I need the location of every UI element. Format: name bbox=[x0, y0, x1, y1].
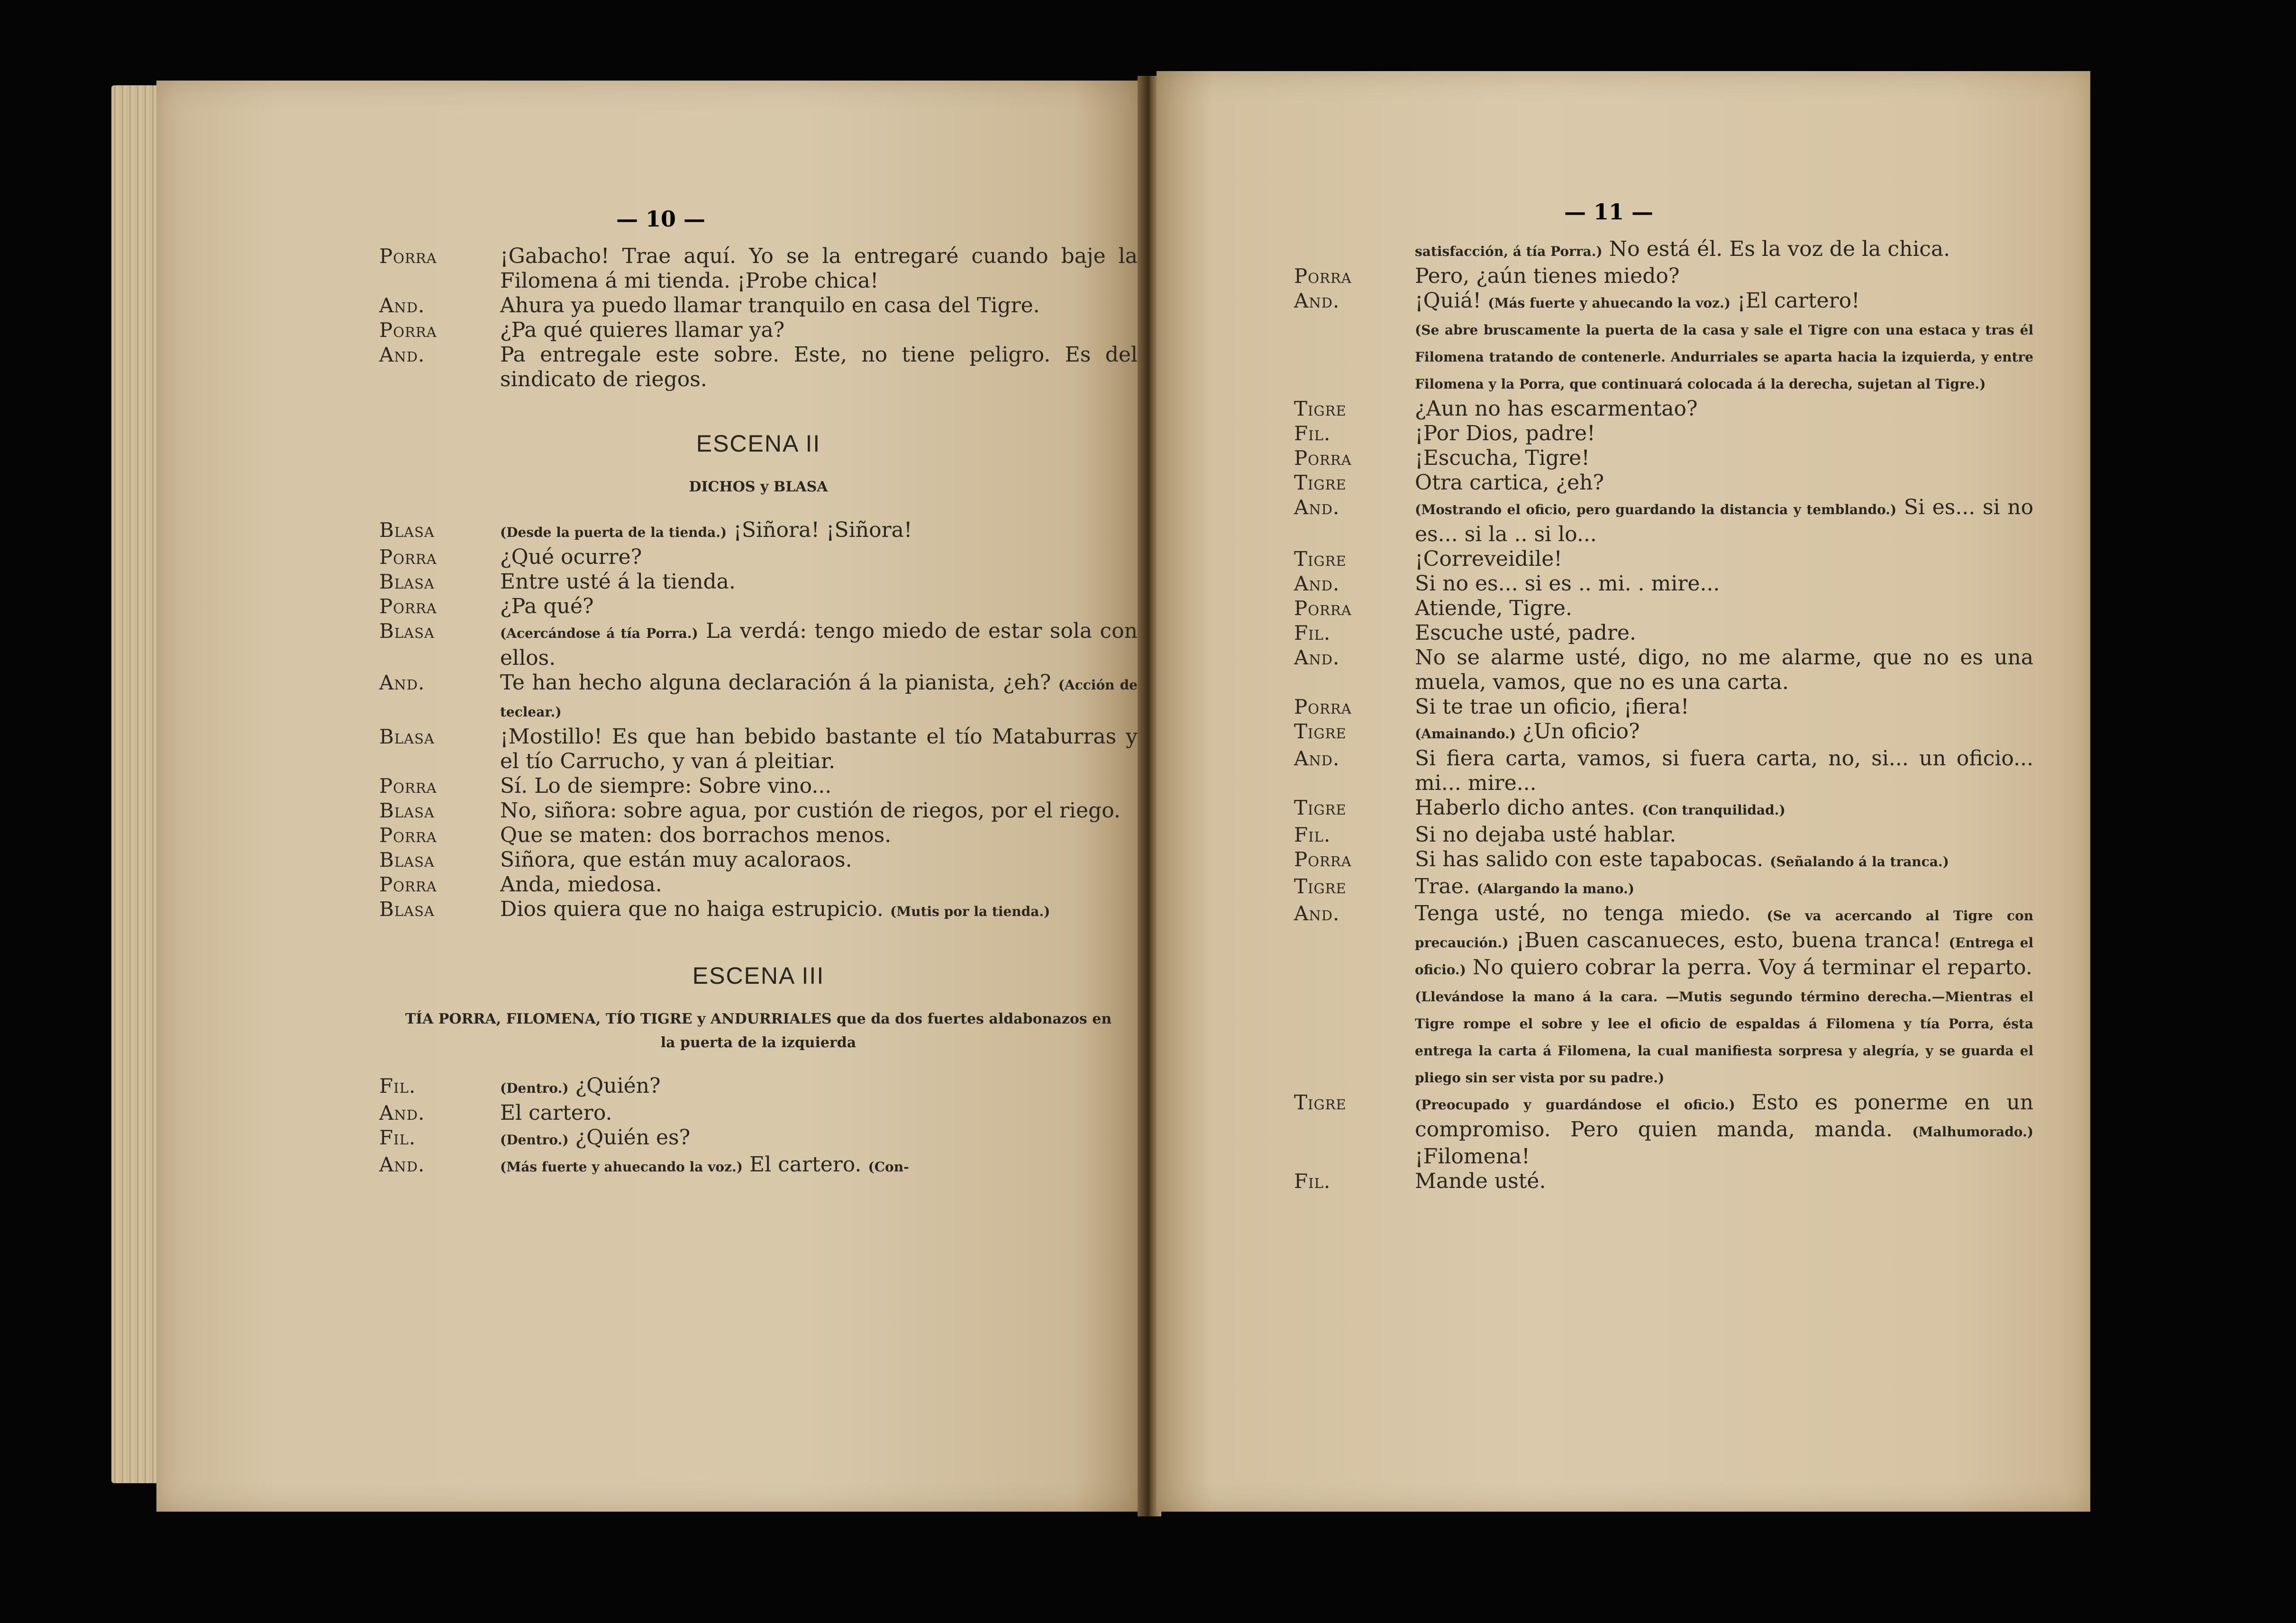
spoken-text: No está él. Es la voz de la chica. bbox=[1602, 237, 1950, 261]
dialogue-line bbox=[1294, 571, 2033, 596]
line-text bbox=[500, 619, 1138, 671]
speaker-name: And. bbox=[1294, 496, 1340, 519]
dialogue-line bbox=[1294, 289, 2033, 316]
spoken-text: ¡Siñora! ¡Siñora! bbox=[727, 518, 912, 542]
speaker-name: Tigre bbox=[1294, 471, 1347, 494]
speaker-name: Porra bbox=[1294, 848, 1352, 871]
dialogue-line bbox=[1294, 847, 2033, 874]
dialogue-line bbox=[1294, 596, 2033, 621]
dialogue-line bbox=[1294, 421, 2033, 446]
stage-direction: (Amainando.) bbox=[1415, 726, 1516, 742]
spoken-text: ¡Por Dios, padre! bbox=[1415, 421, 1595, 445]
dialogue-line bbox=[1294, 823, 2033, 847]
line-text bbox=[1415, 746, 2033, 796]
scene-2-title: ESCENA II bbox=[696, 430, 821, 457]
spoken-text: Ahura ya puedo llamar tranquilo en casa del Tigre. bbox=[500, 293, 1040, 317]
spoken-text: ¡Correveidile! bbox=[1415, 547, 1562, 571]
dialogue-line bbox=[379, 1101, 1138, 1125]
spoken-text: Si te trae un oficio, ¡fiera! bbox=[1415, 695, 1689, 719]
line-text bbox=[500, 293, 1138, 318]
stage-direction: (Llevándose la mano á la cara. —Mutis segundo término derecha.—Mientras el Tigre rompe el sobre y lee el oficio de espaldas á Filomena y tía Porra, ésta entrega la carta á Filomena, la cual manifiesta sorpresa y alegría, y se guarda el pliego sin ser vista por su padre.) bbox=[1415, 989, 2033, 1086]
speaker-name: Porra bbox=[379, 245, 437, 268]
stage-direction: (Desde la puerta de la tienda.) bbox=[500, 525, 727, 540]
spoken-text: Otra cartica, ¿eh? bbox=[1415, 471, 1604, 495]
spoken-text: Siñora, que están muy acaloraos. bbox=[500, 848, 852, 872]
dialogue-block-right bbox=[1294, 237, 2033, 1194]
speaker-name: Porra bbox=[379, 595, 437, 618]
spoken-text: Haberlo dicho antes. bbox=[1415, 796, 1642, 820]
dialogue-line bbox=[1294, 495, 2033, 547]
dialogue-line bbox=[1294, 746, 2033, 796]
line-text bbox=[1415, 796, 2033, 823]
speaker-name: Tigre bbox=[1294, 720, 1347, 743]
left-page-text bbox=[379, 244, 1138, 1179]
speaker-name: Fil. bbox=[1294, 823, 1331, 846]
page-number-right: — 11 — bbox=[1564, 199, 1654, 225]
speaker-name: Porra bbox=[379, 873, 437, 896]
dialogue-block-b bbox=[379, 518, 1138, 924]
line-text bbox=[1415, 421, 2033, 446]
spoken-text: Si has salido con este tapabocas. bbox=[1415, 847, 1770, 871]
line-text bbox=[500, 1152, 1138, 1179]
speaker-name: And. bbox=[379, 343, 425, 366]
line-text bbox=[1415, 1090, 2033, 1169]
spoken-text: Si no es... si es .. mi. . mire... bbox=[1415, 571, 1720, 596]
speaker-name: Porra bbox=[1294, 597, 1352, 620]
dialogue-line bbox=[379, 1152, 1138, 1179]
spoken-text: El cartero. bbox=[742, 1152, 868, 1177]
spoken-text: No se alarme usté, digo, no me alarme, que no es una muela, vamos, que no es una carta. bbox=[1415, 645, 2033, 694]
scene-3-title: ESCENA III bbox=[692, 962, 825, 989]
stage-direction: (Se abre bruscamente la puerta de la casa y sale el Tigre con una estaca y tras él Filomena tratando de contenerle. Andurriales se aparta hacia la izquierda, y entre Filomena y la Porra, que continuará colocada á la derecha, sujetan al Tigre.) bbox=[1415, 322, 2033, 392]
spoken-text: ¿Aun no has escarmentao? bbox=[1415, 397, 1698, 421]
spoken-text: Sí. Lo de siempre: Sobre vino... bbox=[500, 774, 832, 798]
page-number-left: — 10 — bbox=[616, 206, 706, 232]
line-text bbox=[500, 725, 1138, 774]
dialogue-line bbox=[1294, 645, 2033, 695]
line-text bbox=[500, 1074, 1138, 1101]
dialogue-block-a bbox=[379, 244, 1138, 392]
spoken-text: Atiende, Tigre. bbox=[1415, 596, 1572, 620]
line-text bbox=[500, 774, 1138, 798]
spoken-text: Te han hecho alguna declaración á la pianista, ¿eh? bbox=[500, 671, 1058, 695]
line-text bbox=[1415, 495, 2033, 547]
spoken-text: El cartero. bbox=[500, 1101, 612, 1125]
stage-direction: satisfacción, á tía Porra.) bbox=[1415, 244, 1603, 259]
line-text bbox=[1415, 397, 2033, 421]
stage-direction: (Mutis por la tienda.) bbox=[890, 904, 1050, 919]
stage-direction: (Acercándose á tía Porra.) bbox=[500, 626, 698, 641]
dialogue-line bbox=[1294, 264, 2033, 289]
right-page bbox=[1157, 71, 2090, 1512]
speaker-name: Tigre bbox=[1294, 547, 1347, 571]
speaker-name: And. bbox=[379, 294, 425, 317]
speaker-name: Fil. bbox=[379, 1126, 416, 1149]
dialogue-line bbox=[379, 774, 1138, 798]
speaker-name: Blasa bbox=[379, 570, 435, 593]
dialogue-line bbox=[379, 1125, 1138, 1152]
dialogue-line bbox=[379, 293, 1138, 318]
dialogue-line bbox=[379, 725, 1138, 774]
line-text bbox=[500, 1101, 1138, 1125]
stage-direction: (Más fuerte y ahuecando la voz.) bbox=[500, 1159, 743, 1175]
speaker-name: And. bbox=[379, 1101, 425, 1124]
speaker-name: Tigre bbox=[1294, 397, 1347, 420]
dialogue-line bbox=[379, 1074, 1138, 1101]
line-text bbox=[1415, 471, 2033, 495]
line-text bbox=[500, 570, 1138, 594]
dialogue-line bbox=[379, 594, 1138, 619]
line-text bbox=[500, 872, 1138, 897]
speaker-name: Tigre bbox=[1294, 1091, 1347, 1114]
line-text bbox=[1415, 719, 2033, 746]
speaker-name: Porra bbox=[1294, 264, 1352, 288]
stage-direction: (Se va acercando al Tigre con precaución.) bbox=[1415, 908, 2033, 951]
dialogue-line bbox=[1294, 695, 2033, 719]
dialogue-line bbox=[379, 570, 1138, 594]
dialogue-line bbox=[379, 343, 1138, 392]
speaker-name: Fil. bbox=[379, 1074, 416, 1097]
dialogue-line bbox=[1294, 1169, 2033, 1194]
speaker-name: Blasa bbox=[379, 725, 435, 748]
speaker-name: Blasa bbox=[379, 799, 435, 822]
line-text bbox=[1415, 901, 2033, 982]
speaker-name: And. bbox=[1294, 572, 1340, 595]
spoken-text: Pero, ¿aún tienes miedo? bbox=[1415, 264, 1680, 288]
spoken-text: ¿Pa qué quieres llamar ya? bbox=[500, 318, 785, 342]
dialogue-block-c bbox=[379, 1074, 1138, 1179]
spoken-text: ¡Filomena! bbox=[1415, 1144, 1530, 1169]
line-text bbox=[500, 798, 1138, 823]
speaker-name: Blasa bbox=[379, 848, 435, 871]
dialogue-line bbox=[1294, 901, 2033, 982]
dialogue-line bbox=[379, 848, 1138, 872]
spoken-text: ¿Quién es? bbox=[568, 1125, 691, 1150]
dialogue-line bbox=[379, 897, 1138, 924]
dialogue-line bbox=[1294, 446, 2033, 471]
dialogue-line bbox=[1294, 471, 2033, 495]
line-text bbox=[500, 848, 1138, 872]
dialogue-line bbox=[1294, 397, 2033, 421]
stage-direction: (Malhumorado.) bbox=[1912, 1124, 2033, 1140]
dialogue-line bbox=[1294, 547, 2033, 571]
line-text bbox=[500, 671, 1138, 725]
spoken-text: ¡Mostillo! Es que han bebido bastante el tío Mataburras y el tío Carrucho, y van á pleitiar. bbox=[500, 725, 1138, 773]
line-text bbox=[1415, 316, 2033, 397]
line-text bbox=[1415, 695, 2033, 719]
spoken-text: Escuche usté, padre. bbox=[1415, 621, 1636, 645]
spoken-text: La verdá: tengo miedo de estar sola con ellos. bbox=[500, 619, 1138, 670]
speaker-name: Porra bbox=[1294, 695, 1352, 718]
spoken-text: ¡Escucha, Tigre! bbox=[1415, 446, 1590, 470]
dialogue-line bbox=[1294, 874, 2033, 901]
dialogue-line bbox=[379, 518, 1138, 545]
speaker-name: Fil. bbox=[1294, 621, 1331, 644]
line-text bbox=[1415, 446, 2033, 471]
line-text bbox=[500, 545, 1138, 570]
line-text bbox=[500, 244, 1138, 293]
dialogue-line bbox=[1294, 237, 2033, 264]
line-text bbox=[1415, 645, 2033, 695]
stage-direction: (Preocupado y guardándose el oficio.) bbox=[1415, 1097, 1735, 1113]
spoken-text: Pa entregale este sobre. Este, no tiene peligro. Es del sindicato de riegos. bbox=[500, 343, 1138, 391]
speaker-name: Blasa bbox=[379, 898, 435, 921]
page-edges bbox=[111, 85, 164, 1483]
line-text bbox=[1415, 596, 2033, 621]
speaker-name: And. bbox=[1294, 747, 1340, 770]
stage-direction: (Señalando á la tranca.) bbox=[1770, 854, 1949, 870]
spoken-text: Anda, miedosa. bbox=[500, 872, 662, 897]
spoken-text: ¡Buen cascanueces, esto, buena tranca! bbox=[1508, 928, 1949, 952]
stage-direction: (Con- bbox=[868, 1159, 909, 1175]
speaker-name: Porra bbox=[379, 774, 437, 798]
line-text bbox=[1415, 1169, 2033, 1194]
right-page-text bbox=[1294, 237, 2033, 1194]
speaker-name: Fil. bbox=[1294, 1170, 1331, 1193]
line-text bbox=[500, 518, 1138, 545]
speaker-name: Blasa bbox=[379, 518, 435, 542]
dialogue-line bbox=[379, 318, 1138, 343]
line-text bbox=[500, 823, 1138, 848]
stage-direction: (Mostrando el oficio, pero guardando la distancia y temblando.) bbox=[1415, 502, 1897, 517]
speaker-name: Porra bbox=[379, 824, 437, 847]
scene-2-cast: DICHOS y BLASA bbox=[689, 479, 828, 495]
line-text bbox=[1415, 982, 2033, 1090]
spoken-text: Entre usté á la tienda. bbox=[500, 570, 736, 594]
dialogue-line bbox=[379, 823, 1138, 848]
stage-direction: (Entrega el oficio.) bbox=[1415, 935, 2033, 978]
speaker-name: Tigre bbox=[1294, 875, 1347, 898]
speaker-name: Tigre bbox=[1294, 796, 1347, 819]
spoken-text: ¡Quiá! bbox=[1415, 289, 1488, 313]
dialogue-line bbox=[1294, 796, 2033, 823]
dialogue-line bbox=[1294, 1090, 2033, 1169]
speaker-name: And. bbox=[1294, 902, 1340, 925]
dialogue-line bbox=[379, 545, 1138, 570]
left-page bbox=[156, 81, 1142, 1512]
speaker-name: And. bbox=[379, 1153, 425, 1176]
spoken-text: Si fiera carta, vamos, si fuera carta, no, si... un oficio... mi... mire... bbox=[1415, 746, 2033, 795]
line-text bbox=[1415, 847, 2033, 874]
spoken-text: Trae. bbox=[1415, 874, 1477, 898]
spoken-text: ¿Un oficio? bbox=[1516, 719, 1640, 743]
line-text bbox=[1415, 823, 2033, 847]
scene-3-cast: TÍA PORRA, FILOMENA, TÍO TIGRE y ANDURRIALES que da dos fuertes aldabonazos en la puerta de la izquierda bbox=[405, 1011, 1112, 1051]
spoken-text: Si es... si no es... si la .. si lo... bbox=[1415, 495, 2033, 546]
line-text bbox=[1415, 264, 2033, 289]
spoken-text: Que se maten: dos borrachos menos. bbox=[500, 823, 892, 847]
stage-direction: (Con tranquilidad.) bbox=[1641, 802, 1786, 818]
spoken-text: No quiero cobrar la perra. Voy á terminar el reparto. bbox=[1466, 955, 2032, 979]
speaker-name: And. bbox=[1294, 646, 1340, 669]
stage-direction: (Dentro.) bbox=[500, 1132, 569, 1148]
dialogue-line bbox=[379, 244, 1138, 293]
line-text bbox=[1415, 621, 2033, 645]
speaker-name: And. bbox=[1294, 289, 1340, 312]
spoken-text: Tenga usté, no tenga miedo. bbox=[1415, 901, 1767, 925]
speaker-name: Porra bbox=[379, 545, 437, 569]
line-text bbox=[1415, 289, 2033, 316]
spoken-text: ¿Pa qué? bbox=[500, 594, 594, 618]
dialogue-line bbox=[1294, 316, 2033, 397]
line-text bbox=[500, 318, 1138, 343]
spoken-text: Esto es ponerme en un compromiso. Pero quien manda, manda. bbox=[1415, 1090, 2033, 1142]
line-text bbox=[1415, 874, 2033, 901]
line-text bbox=[500, 1125, 1138, 1152]
stage-direction: (Dentro.) bbox=[500, 1080, 569, 1096]
speaker-name: Fil. bbox=[1294, 422, 1331, 445]
spoken-text: Mande usté. bbox=[1415, 1169, 1546, 1193]
spoken-text: ¡El cartero! bbox=[1731, 289, 1860, 313]
speaker-name: Porra bbox=[379, 318, 437, 342]
spoken-text: ¿Qué ocurre? bbox=[500, 545, 642, 569]
stage-direction: (Acción de teclear.) bbox=[500, 677, 1138, 720]
line-text bbox=[500, 343, 1138, 392]
line-text bbox=[1415, 237, 2033, 264]
line-text bbox=[1415, 571, 2033, 596]
dialogue-line bbox=[379, 619, 1138, 671]
dialogue-line bbox=[1294, 621, 2033, 645]
line-text bbox=[500, 594, 1138, 619]
dialogue-line bbox=[379, 671, 1138, 725]
spoken-text: ¿Quién? bbox=[568, 1074, 661, 1098]
stage-direction: (Más fuerte y ahuecando la voz.) bbox=[1488, 295, 1731, 311]
spoken-text: No, siñora: sobre agua, por custión de riegos, por el riego. bbox=[500, 798, 1121, 823]
dialogue-line bbox=[1294, 982, 2033, 1090]
speaker-name: Blasa bbox=[379, 619, 435, 643]
speaker-name: Porra bbox=[1294, 446, 1352, 470]
spoken-text: Dios quiera que no haiga estrupicio. bbox=[500, 897, 890, 921]
stage-direction: (Alargando la mano.) bbox=[1476, 881, 1635, 897]
line-text bbox=[500, 897, 1138, 924]
dialogue-line bbox=[379, 872, 1138, 897]
spoken-text: Si no dejaba usté hablar. bbox=[1415, 823, 1676, 847]
line-text bbox=[1415, 547, 2033, 571]
dialogue-line bbox=[379, 798, 1138, 823]
dialogue-line bbox=[1294, 719, 2033, 746]
speaker-name: And. bbox=[379, 671, 425, 694]
spoken-text: ¡Gabacho! Trae aquí. Yo se la entregaré cuando baje la Filomena á mi tienda. ¡Probe chica! bbox=[500, 244, 1138, 293]
